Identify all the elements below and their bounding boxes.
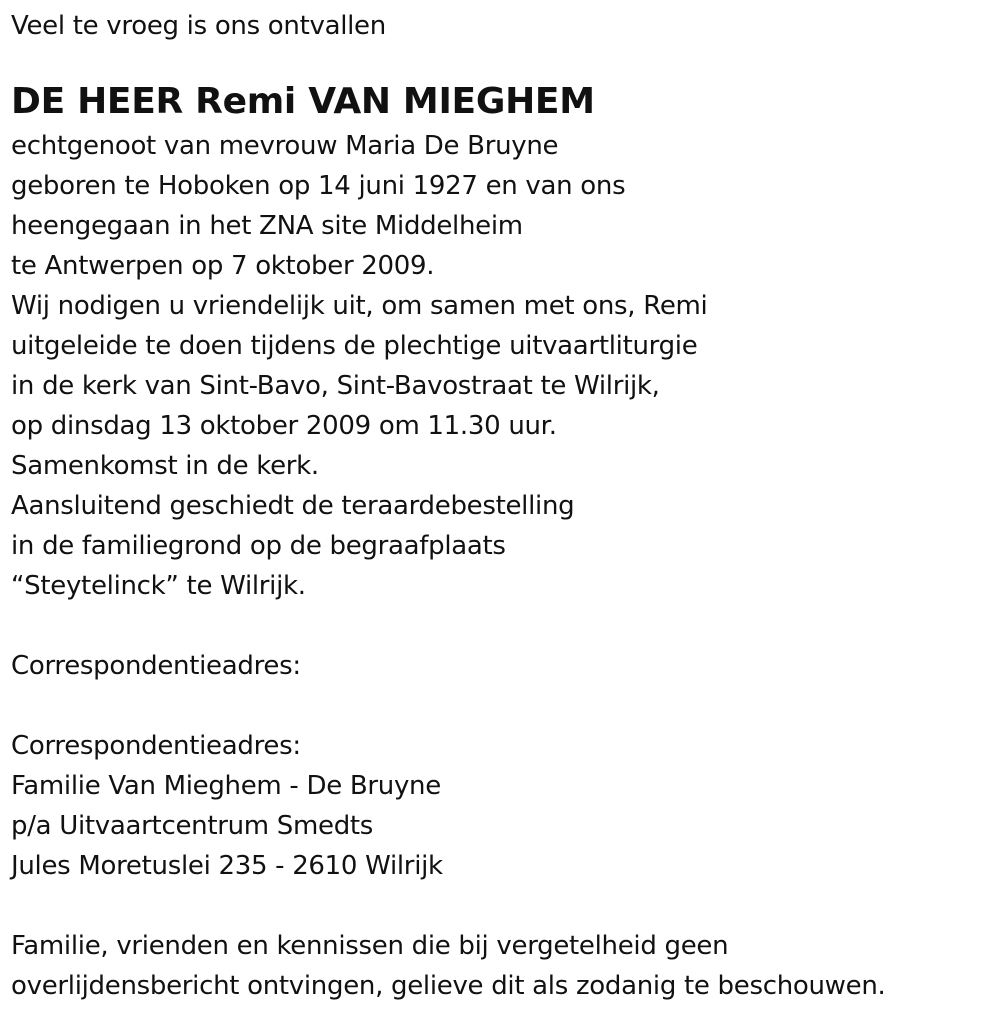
body-line: Wij nodigen u vriendelijk uit, om samen met ons, Remi	[11, 291, 708, 321]
blank-line	[11, 606, 991, 646]
correspondence-heading: Correspondentieadres:	[11, 731, 301, 761]
body-line: in de familiegrond op de begraafplaats	[11, 531, 506, 561]
body-line: in de kerk van Sint-Bavo, Sint-Bavostraat te Wilrijk,	[11, 371, 660, 401]
death-notice	[11, 6, 991, 1006]
closing-line: Familie, vrienden en kennissen die bij vergetelheid geen	[11, 931, 729, 961]
correspondence-line: Familie Van Mieghem - De Bruyne	[11, 771, 441, 801]
body-line: Aansluitend geschiedt de teraardebestelling	[11, 491, 575, 521]
body-line: Samenkomst in de kerk.	[11, 451, 319, 481]
blank-line	[11, 686, 991, 726]
body-line: te Antwerpen op 7 oktober 2009.	[11, 251, 435, 281]
intro-text: Veel te vroeg is ons ontvallen	[11, 11, 386, 41]
body-line: geboren te Hoboken op 14 juni 1927 en van ons	[11, 171, 626, 201]
blank-line	[11, 886, 991, 926]
correspondence-line: Jules Moretuslei 235 - 2610 Wilrijk	[11, 851, 443, 881]
body-line: echtgenoot van mevrouw Maria De Bruyne	[11, 131, 559, 161]
body-line: “Steytelinck” te Wilrijk.	[11, 571, 306, 601]
closing-line: overlijdensbericht ontvingen, gelieve dit als zodanig te beschouwen.	[11, 971, 886, 1001]
correspondence-line: p/a Uitvaartcentrum Smedts	[11, 811, 374, 841]
correspondence-heading-first: Correspondentieadres:	[11, 651, 301, 681]
deceased-name: DE HEER Remi VAN MIEGHEM	[11, 81, 595, 122]
body-line: op dinsdag 13 oktober 2009 om 11.30 uur.	[11, 411, 557, 441]
body-line: uitgeleide te doen tijdens de plechtige uitvaartliturgie	[11, 331, 698, 361]
body-line: heengegaan in het ZNA site Middelheim	[11, 211, 523, 241]
